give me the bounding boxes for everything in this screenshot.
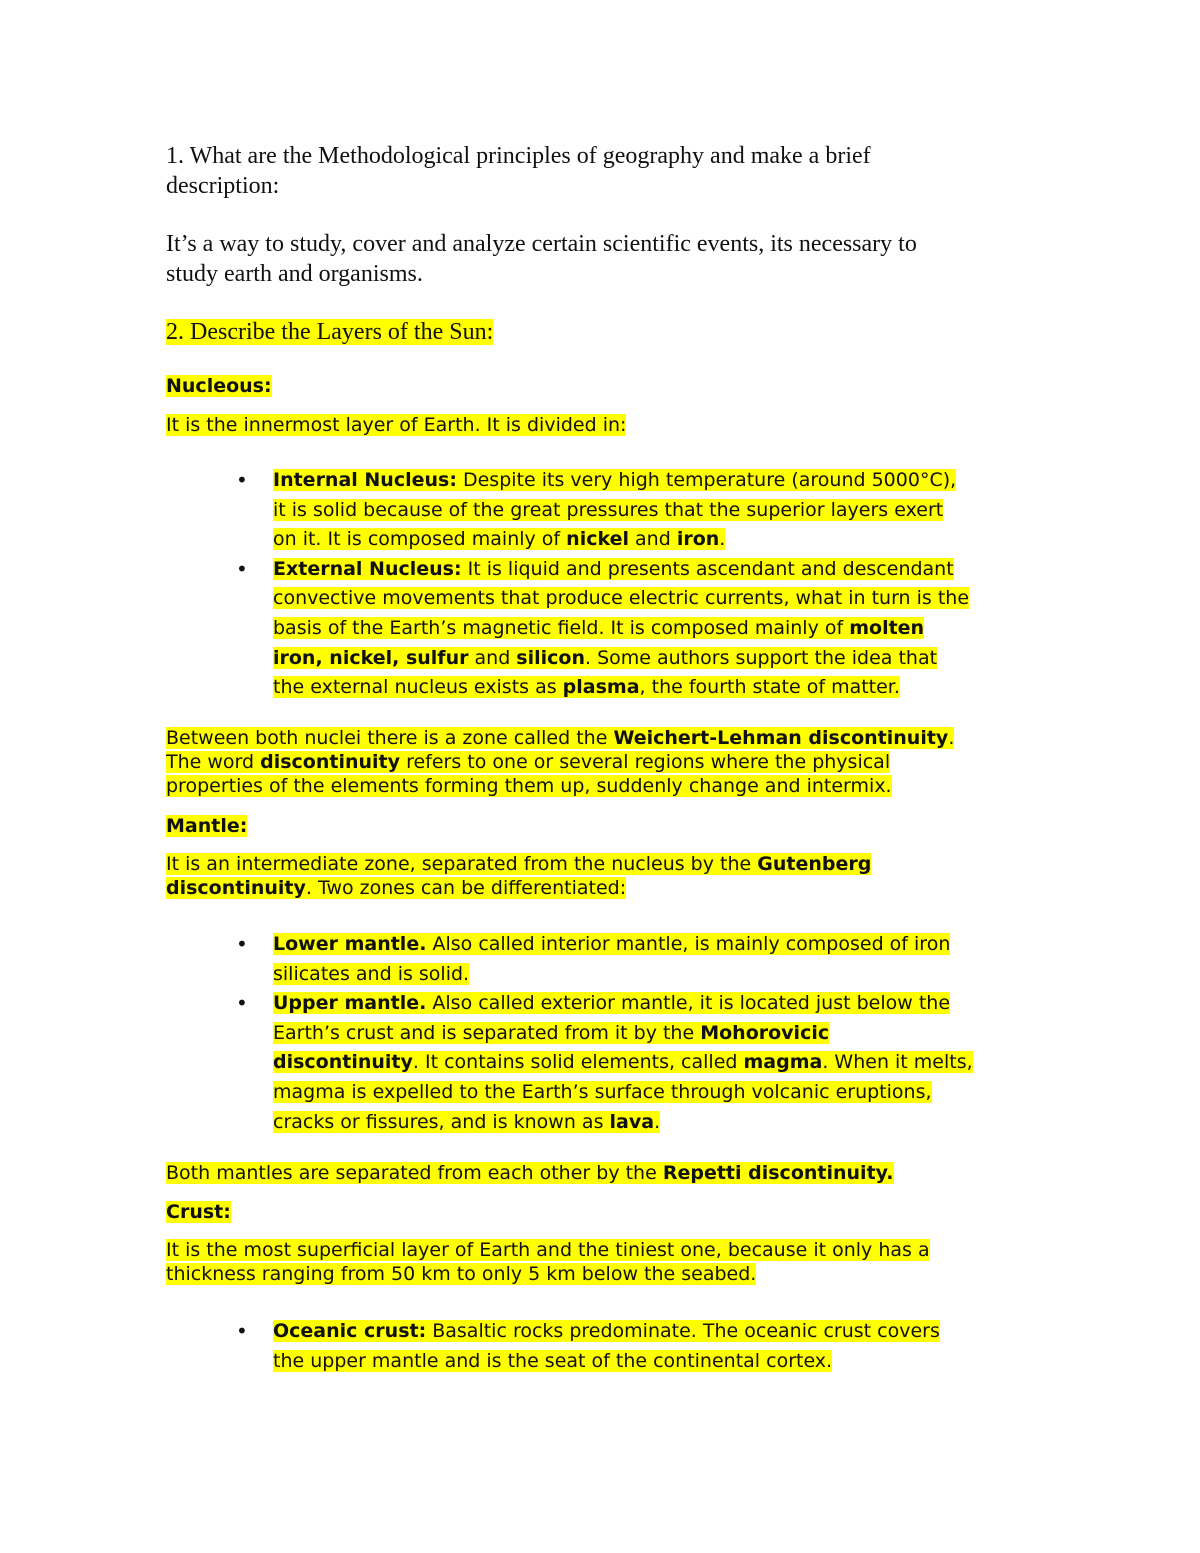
nucleous-intro — [166, 411, 1046, 439]
answer-1-line-1: It’s a way to study, cover and analyze certain scientific events, its necessary to — [166, 231, 917, 257]
internal-nucleus-line-2: it is solid because of the great pressures that the superior layers exert — [273, 498, 944, 521]
question-2 — [166, 317, 1046, 347]
answer-1-line-2: study earth and organisms. — [166, 261, 423, 287]
crust-intro-line-2: thickness ranging from 50 km to only 5 km below the seabed. — [166, 1263, 757, 1285]
iron-term: iron — [676, 528, 720, 551]
repetti-line: Both mantles are separated from each other by the — [166, 1162, 663, 1184]
internal-nucleus-line-1: Despite its very high temperature (around 5000°C), — [456, 469, 957, 491]
discontinuity-term: discontinuity — [260, 751, 401, 773]
list-item-internal-nucleus — [166, 466, 1046, 555]
upper-mantle-term: Upper mantle. — [273, 992, 427, 1015]
mantle-intro-line-2: . Two zones can be differentiated: — [305, 877, 627, 899]
lower-mantle-term: Lower mantle. — [273, 933, 427, 955]
bullet-icon: • — [236, 468, 248, 492]
repetti-term: Repetti discontinuity. — [662, 1162, 894, 1184]
external-nucleus-line-5: the external nucleus exists as — [273, 676, 563, 699]
silicon-term: silicon — [516, 646, 585, 669]
crust-heading — [166, 1198, 1046, 1226]
period-text: . — [948, 727, 955, 749]
molten-term: molten — [849, 616, 925, 639]
lower-mantle-line-1: Also called interior mantle, is mainly composed of iron — [426, 933, 951, 955]
nucleus-list — [166, 466, 1046, 703]
internal-nucleus-term: Internal Nucleus: — [273, 469, 457, 491]
mantle-heading-text: Mantle: — [166, 815, 248, 837]
mantle-heading — [166, 812, 1046, 840]
between-line-2-end: refers to one or several regions where the physical — [400, 751, 891, 773]
magma-term: magma — [743, 1051, 823, 1074]
upper-mantle-line-3-end: . When it melts, — [822, 1051, 973, 1074]
between-line-3: properties of the elements forming them up, suddenly change and intermix. — [166, 775, 892, 797]
question-1 — [166, 141, 1046, 201]
list-item-upper-mantle — [166, 989, 1046, 1137]
mohorovicic-discontinuity-term: discontinuity — [273, 1051, 413, 1074]
metals-term: iron, nickel, sulfur — [273, 646, 469, 669]
lower-mantle-line-2: silicates and is solid. — [273, 962, 470, 985]
list-item-lower-mantle — [166, 930, 1046, 989]
repetti-paragraph — [166, 1159, 1046, 1187]
upper-mantle-line-3: . It contains solid elements, called — [412, 1051, 744, 1074]
external-nucleus-line-3: basis of the Earth’s magnetic field. It is composed mainly of — [273, 616, 850, 639]
oceanic-crust-line-1: Basaltic rocks predominate. The oceanic crust covers — [426, 1320, 940, 1342]
bullet-icon: • — [236, 1319, 248, 1343]
oceanic-crust-line-2: the upper mantle and is the seat of the continental cortex. — [273, 1349, 833, 1372]
crust-list — [166, 1317, 1046, 1376]
crust-intro — [166, 1238, 1046, 1286]
bullet-icon: • — [236, 556, 248, 581]
internal-nucleus-line-3: on it. It is composed mainly of — [273, 528, 567, 551]
question-1-line-1: 1. What are the Methodological principles of geography and make a brief — [166, 143, 871, 169]
bullet-icon: • — [236, 991, 248, 1016]
nickel-term: nickel — [566, 528, 629, 551]
and-text: and — [468, 646, 517, 669]
bullet-icon: • — [236, 932, 248, 956]
list-item-external-nucleus — [166, 555, 1046, 703]
nucleous-intro-text: It is the innermost layer of Earth. It is divided in: — [166, 414, 627, 436]
question-2-title: 2. Describe the Layers of the Sun: — [166, 319, 494, 345]
question-1-line-2: description: — [166, 173, 280, 199]
upper-mantle-line-1: Also called exterior mantle, it is located just below the — [426, 992, 951, 1015]
weichert-lehman-term: Weichert-Lehman discontinuity — [613, 727, 949, 749]
nucleous-heading — [166, 372, 1046, 400]
external-nucleus-line-5-end: , the fourth state of matter. — [639, 676, 900, 699]
crust-heading-text: Crust: — [166, 1201, 231, 1223]
external-nucleus-line-4: . Some authors support the idea that — [585, 646, 938, 669]
between-line-1: Between both nuclei there is a zone called the — [166, 727, 614, 749]
nucleous-heading-text: Nucleous: — [166, 375, 272, 397]
answer-1 — [166, 229, 1046, 289]
lava-term: lava — [609, 1110, 655, 1133]
gutenberg-discontinuity-term: discontinuity — [166, 877, 306, 899]
upper-mantle-line-2: Earth’s crust and is separated from it by the — [273, 1021, 701, 1044]
between-nuclei-paragraph — [166, 726, 1046, 798]
mohorovicic-term: Mohorovicic — [700, 1021, 830, 1044]
period-text: . — [654, 1110, 661, 1133]
mantle-intro-line-1: It is an intermediate zone, separated from the nucleus by the — [166, 853, 758, 875]
and-text: and — [629, 528, 677, 551]
list-item-oceanic-crust — [166, 1317, 1046, 1376]
external-nucleus-line-2: convective movements that produce electric currents, what in turn is the — [273, 587, 970, 610]
mantle-intro — [166, 852, 1046, 900]
external-nucleus-line-1: It is liquid and presents ascendant and descendant — [461, 557, 954, 580]
between-line-2: The word — [166, 751, 261, 773]
external-nucleus-term: External Nucleus: — [273, 557, 462, 580]
period-text: . — [719, 528, 726, 551]
upper-mantle-line-4: magma is expelled to the Earth’s surface through volcanic eruptions, — [273, 1080, 932, 1103]
crust-intro-line-1: It is the most superficial layer of Earth and the tiniest one, because it only has a — [166, 1239, 930, 1261]
plasma-term: plasma — [562, 676, 640, 699]
oceanic-crust-term: Oceanic crust: — [273, 1320, 427, 1342]
upper-mantle-line-5: cracks or fissures, and is known as — [273, 1110, 610, 1133]
gutenberg-term: Gutenberg — [757, 853, 872, 875]
mantle-list — [166, 930, 1046, 1137]
